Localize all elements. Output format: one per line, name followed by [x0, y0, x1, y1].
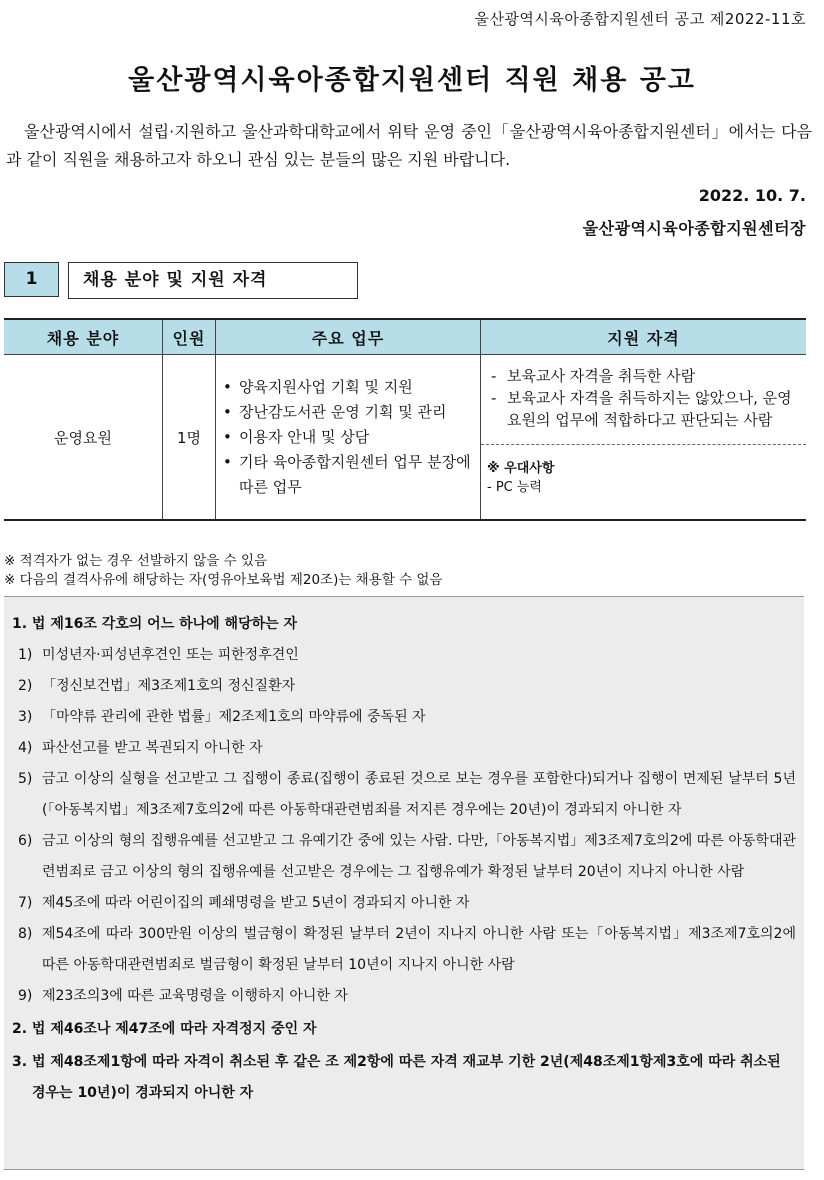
item-index: 9): [18, 988, 33, 1004]
duties-list: [217, 375, 479, 500]
item-text: 「마약류 관리에 관한 법률」제2조제1호의 마약류에 중독된 자: [42, 709, 426, 725]
disqualification-group-title: [12, 1047, 796, 1109]
list-item: [12, 888, 796, 919]
disqualification-box: [4, 596, 804, 1170]
list-item: [12, 640, 796, 671]
header-duties: 주요 업무: [216, 319, 481, 355]
item-text: 제54조에 따라 300만원 이상의 벌금형이 확정된 날부터 2년이 지나지 아니한 사람 또는「아동복지법」제3조제7호의2에 따른 아동학대관련범죄로 벌금형이 확정된 날부터 10년이 지나지 아니한 사람: [42, 926, 796, 973]
preference-title: ※ 우대사항: [487, 461, 555, 476]
item-index: 3.: [12, 1054, 28, 1070]
notice-date: 2022. 10. 7.: [698, 186, 806, 205]
item-index: 5): [18, 771, 33, 787]
item-text: 제23조의3에 따른 교육명령을 이행하지 아니한 자: [42, 988, 348, 1004]
list-item: - 보육교사 자격을 취득하지는 않았으나, 운영요원의 업무에 적합하다고 판단되는 사람: [487, 387, 800, 431]
item-text: 금고 이상의 형의 집행유예를 선고받고 그 유예기간 중에 있는 사람. 다만,「아동복지법」제3조제7호의2에 따른 아동학대관련범죄로 금고 이상의 형의 집행유예를 선고받은 경우에는 그 집행유예가 확정된 날부터 20년이 지나지 아니한 사람: [42, 833, 796, 880]
list-item: [12, 671, 796, 702]
page-title: 울산광역시육아종합지원센터 직원 채용 공고: [128, 65, 696, 96]
table-header-row: [4, 319, 806, 355]
item-index: 8): [18, 926, 33, 942]
intro-text: 울산광역시에서 설립·지원하고 울산과학대학교에서 위탁 운영 중인「울산광역시육아종합지원센터」에서는 다음과 같이 직원을 채용하고자 하오니 관심 있는 분들의 많은 지원 바랍니다.: [6, 122, 812, 169]
item-index: 1): [18, 647, 33, 663]
document-number: 울산광역시육아종합지원센터 공고 제2022-11호: [474, 10, 806, 28]
list-item: • 장난감도서관 운영 기획 및 관리: [223, 400, 479, 425]
cell-field: 운영요원: [4, 355, 163, 521]
list-item: [12, 919, 796, 981]
qualifications-list: [487, 365, 800, 431]
header-qualifications: 지원 자격: [481, 319, 807, 355]
disqualification-group-title: 2. 법 제46조나 제47조에 따라 자격정지 중인 자: [12, 1021, 317, 1037]
preference-item: - PC 능력: [487, 480, 542, 495]
section-number-box: 1: [4, 262, 59, 297]
cell-duties: [216, 355, 481, 521]
list-item: [12, 826, 796, 888]
item-text: 법 제48조제1항에 따라 자격이 취소된 후 같은 조 제2항에 따른 자격 재교부 기한 2년(제48조제1항제3호에 따라 취소된 경우는 10년)이 경과되지 아니한 자: [32, 1054, 781, 1101]
list-item: [12, 702, 796, 733]
cell-qualifications: [481, 355, 807, 521]
intro-paragraph: [6, 118, 812, 174]
list-item: • 이용자 안내 및 상담: [223, 425, 479, 450]
header-field: 채용 분야: [4, 319, 163, 355]
header-count: 인원: [163, 319, 216, 355]
list-item: • 기타 육아종합지원센터 업무 분장에 따른 업무: [223, 450, 479, 500]
cell-count: 1명: [163, 355, 216, 521]
note-item: ※ 다음의 결격사유에 해당하는 자(영유아보육법 제20조)는 채용할 수 없음: [4, 572, 443, 588]
item-index: 7): [18, 895, 33, 911]
preference-section: [481, 445, 806, 519]
table-row: [4, 355, 806, 521]
list-item: [12, 981, 796, 1012]
item-index: 6): [18, 833, 33, 849]
item-text: 금고 이상의 실형을 선고받고 그 집행이 종료(집행이 종료된 것으로 보는 경우를 포함한다)되거나 집행이 면제된 날부터 5년(「아동복지법」제3조제7호의2에 따른 아동학대관련범죄를 저지른 경우에는 20년)이 경과되지 아니한 자: [42, 771, 796, 818]
list-item: • 양육지원사업 기획 및 지원: [223, 375, 479, 400]
qualification-requirements: [481, 355, 806, 445]
disqualification-group-title: 1. 법 제16조 각호의 어느 하나에 해당하는 자: [12, 616, 298, 632]
item-index: 4): [18, 740, 33, 756]
note-item: ※ 적격자가 없는 경우 선발하지 않을 수 있음: [4, 553, 268, 569]
list-item: - 보육교사 자격을 취득한 사람: [487, 365, 800, 387]
item-text: 제45조에 따라 어린이집의 폐쇄명령을 받고 5년이 경과되지 아니한 자: [42, 895, 470, 911]
notes: [4, 552, 443, 590]
item-text: 파산선고를 받고 복권되지 아니한 자: [42, 740, 263, 756]
item-index: 3): [18, 709, 33, 725]
list-item: [12, 764, 796, 826]
recruitment-table: [4, 318, 806, 521]
list-item: [12, 733, 796, 764]
item-text: 「정신보건법」제3조제1호의 정신질환자: [42, 678, 296, 694]
item-index: 2): [18, 678, 33, 694]
item-text: 미성년자·피성년후견인 또는 피한정후견인: [42, 647, 299, 663]
section-title-box: 채용 분야 및 지원 자격: [68, 262, 358, 299]
issuer-name: 울산광역시육아종합지원센터장: [582, 219, 806, 238]
